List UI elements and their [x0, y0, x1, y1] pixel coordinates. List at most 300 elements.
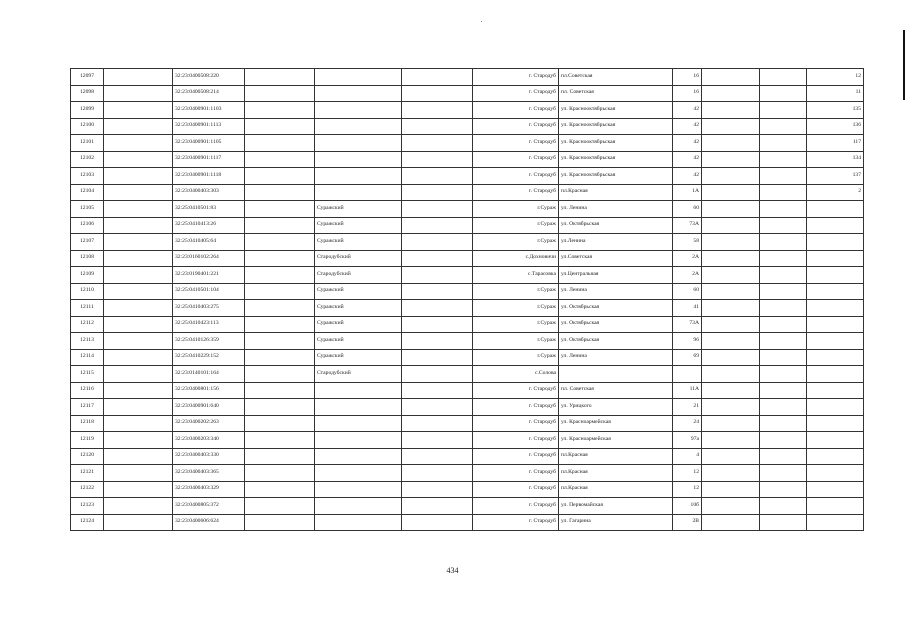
blank-cell-cell	[402, 69, 473, 86]
street-cell: пл. Советская	[559, 85, 673, 102]
blank-cell-cell	[402, 135, 473, 152]
blank-cell-cell	[104, 481, 173, 498]
cadastral-number-cell: 32:23:0190401:221	[173, 267, 245, 284]
blank-cell-cell	[104, 184, 173, 201]
district-cell	[315, 399, 402, 416]
house-number-cell	[673, 366, 702, 383]
table-row	[71, 234, 864, 251]
blank-cell-cell	[760, 250, 807, 267]
blank-cell-cell	[760, 283, 807, 300]
table-row	[71, 399, 864, 416]
record-number-cell: 12116	[71, 382, 104, 399]
blank-cell-cell	[104, 382, 173, 399]
house-number-cell: 24	[673, 415, 702, 432]
blank-cell-cell	[760, 118, 807, 135]
table-row	[71, 382, 864, 399]
house-number-cell: 1А	[673, 184, 702, 201]
street-cell: ул. Первомайская	[559, 498, 673, 515]
blank-cell-cell	[245, 448, 315, 465]
apartment-number-cell: 12	[807, 69, 864, 86]
street-cell: пл.Советская	[559, 69, 673, 86]
apartment-number-cell	[807, 201, 864, 218]
record-number-cell: 12101	[71, 135, 104, 152]
record-number-cell: 12100	[71, 118, 104, 135]
blank-cell-cell	[245, 184, 315, 201]
table-row	[71, 69, 864, 86]
district-cell: Суражский	[315, 333, 402, 350]
blank-cell-cell	[245, 399, 315, 416]
house-number-cell: 73А	[673, 217, 702, 234]
street-cell: ул. Краснооктябрьская	[559, 118, 673, 135]
record-number-cell: 12103	[71, 168, 104, 185]
cadastral-number-cell: 32:25:0410501:83	[173, 201, 245, 218]
blank-cell-cell	[702, 333, 760, 350]
settlement-cell: г. Стародуб	[473, 184, 559, 201]
blank-cell-cell	[760, 201, 807, 218]
district-cell: Суражский	[315, 316, 402, 333]
cadastral-number-cell: 32:23:0400403:329	[173, 481, 245, 498]
street-cell: ул. Краснооктябрьская	[559, 102, 673, 119]
record-number-cell: 12118	[71, 415, 104, 432]
street-cell: ул. Красноармейская	[559, 415, 673, 432]
apartment-number-cell	[807, 514, 864, 531]
house-number-cell: 10б	[673, 498, 702, 515]
blank-cell-cell	[760, 234, 807, 251]
blank-cell-cell	[402, 498, 473, 515]
blank-cell-cell	[760, 366, 807, 383]
record-number-cell: 12119	[71, 432, 104, 449]
blank-cell-cell	[760, 151, 807, 168]
blank-cell-cell	[245, 382, 315, 399]
apartment-number-cell	[807, 349, 864, 366]
blank-cell-cell	[760, 382, 807, 399]
cadastral-number-cell: 32:25:0410229:152	[173, 349, 245, 366]
house-number-cell: 16	[673, 69, 702, 86]
record-number-cell: 12105	[71, 201, 104, 218]
table-row	[71, 85, 864, 102]
cadastral-number-cell: 32:25:0410126:359	[173, 333, 245, 350]
blank-cell-cell	[760, 432, 807, 449]
record-number-cell: 12117	[71, 399, 104, 416]
table-row	[71, 415, 864, 432]
blank-cell-cell	[104, 283, 173, 300]
table-row	[71, 283, 864, 300]
blank-cell-cell	[760, 267, 807, 284]
blank-cell-cell	[702, 283, 760, 300]
record-number-cell: 12108	[71, 250, 104, 267]
blank-cell-cell	[760, 135, 807, 152]
blank-cell-cell	[104, 399, 173, 416]
settlement-cell: г.Сураж	[473, 234, 559, 251]
cadastral-number-cell: 32:23:0400403:330	[173, 448, 245, 465]
cadastral-number-cell: 32:23:0400801:156	[173, 382, 245, 399]
street-cell: пл. Советская	[559, 382, 673, 399]
apartment-number-cell	[807, 250, 864, 267]
settlement-cell: с.Тарасовка	[473, 267, 559, 284]
blank-cell-cell	[702, 118, 760, 135]
blank-cell-cell	[760, 300, 807, 317]
record-number-cell: 12122	[71, 481, 104, 498]
district-cell: Суражский	[315, 217, 402, 234]
settlement-cell: г.Сураж	[473, 201, 559, 218]
blank-cell-cell	[702, 135, 760, 152]
cadastral-number-cell: 32:23:0400901:1113	[173, 118, 245, 135]
blank-cell-cell	[760, 465, 807, 482]
blank-cell-cell	[402, 465, 473, 482]
blank-cell-cell	[760, 333, 807, 350]
apartment-number-cell	[807, 415, 864, 432]
blank-cell-cell	[402, 234, 473, 251]
cadastral-number-cell: 32:25:0410501:104	[173, 283, 245, 300]
settlement-cell: г. Стародуб	[473, 85, 559, 102]
blank-cell-cell	[104, 118, 173, 135]
apartment-number-cell	[807, 465, 864, 482]
cadastral-number-cell: 32:23:0400202:263	[173, 415, 245, 432]
blank-cell-cell	[702, 201, 760, 218]
blank-cell-cell	[402, 366, 473, 383]
house-number-cell: 96	[673, 333, 702, 350]
house-number-cell: 42	[673, 168, 702, 185]
settlement-cell: г. Стародуб	[473, 135, 559, 152]
apartment-number-cell	[807, 283, 864, 300]
house-number-cell: 69	[673, 349, 702, 366]
blank-cell-cell	[245, 498, 315, 515]
table-row	[71, 250, 864, 267]
street-cell: ул. Гагарина	[559, 514, 673, 531]
blank-cell-cell	[702, 250, 760, 267]
street-cell: ул. Ленина	[559, 349, 673, 366]
street-cell: ул.Ленина	[559, 234, 673, 251]
blank-cell-cell	[760, 498, 807, 515]
table-row	[71, 333, 864, 350]
blank-cell-cell	[104, 465, 173, 482]
blank-cell-cell	[245, 415, 315, 432]
blank-cell-cell	[702, 184, 760, 201]
table-row	[71, 118, 864, 135]
house-number-cell: 2А	[673, 267, 702, 284]
district-cell: Стародубский	[315, 267, 402, 284]
house-number-cell: 42	[673, 102, 702, 119]
house-number-cell: 42	[673, 135, 702, 152]
blank-cell-cell	[104, 498, 173, 515]
blank-cell-cell	[245, 349, 315, 366]
settlement-cell: г.Сураж	[473, 283, 559, 300]
blank-cell-cell	[402, 333, 473, 350]
registry-table-body	[71, 69, 864, 531]
blank-cell-cell	[245, 217, 315, 234]
record-number-cell: 12120	[71, 448, 104, 465]
blank-cell-cell	[104, 85, 173, 102]
blank-cell-cell	[402, 168, 473, 185]
settlement-cell: г. Стародуб	[473, 514, 559, 531]
district-cell	[315, 118, 402, 135]
street-cell	[559, 366, 673, 383]
blank-cell-cell	[104, 366, 173, 383]
blank-cell-cell	[760, 514, 807, 531]
blank-cell-cell	[402, 349, 473, 366]
house-number-cell: 58	[673, 234, 702, 251]
apartment-number-cell: 136	[807, 118, 864, 135]
cadastral-number-cell: 32:25:0410413:26	[173, 217, 245, 234]
settlement-cell: г.Сураж	[473, 349, 559, 366]
blank-cell-cell	[104, 316, 173, 333]
record-number-cell: 12124	[71, 514, 104, 531]
house-number-cell: 12	[673, 481, 702, 498]
street-cell: ул. Ленина	[559, 201, 673, 218]
registry-table	[70, 68, 864, 531]
blank-cell-cell	[760, 102, 807, 119]
blank-cell-cell	[245, 250, 315, 267]
blank-cell-cell	[104, 300, 173, 317]
street-cell: пл.Красная	[559, 448, 673, 465]
blank-cell-cell	[702, 316, 760, 333]
record-number-cell: 12123	[71, 498, 104, 515]
blank-cell-cell	[702, 151, 760, 168]
blank-cell-cell	[402, 283, 473, 300]
table-row	[71, 448, 864, 465]
blank-cell-cell	[402, 184, 473, 201]
blank-cell-cell	[245, 432, 315, 449]
settlement-cell: г. Стародуб	[473, 382, 559, 399]
table-row	[71, 184, 864, 201]
blank-cell-cell	[104, 102, 173, 119]
district-cell	[315, 514, 402, 531]
blank-cell-cell	[104, 448, 173, 465]
apartment-number-cell: 117	[807, 135, 864, 152]
blank-cell-cell	[104, 514, 173, 531]
blank-cell-cell	[104, 168, 173, 185]
blank-cell-cell	[245, 481, 315, 498]
blank-cell-cell	[760, 349, 807, 366]
apartment-number-cell	[807, 217, 864, 234]
blank-cell-cell	[245, 234, 315, 251]
blank-cell-cell	[402, 151, 473, 168]
settlement-cell: г.Сураж	[473, 316, 559, 333]
street-cell: ул. Октябрьская	[559, 316, 673, 333]
district-cell	[315, 102, 402, 119]
table-row	[71, 316, 864, 333]
table-row	[71, 201, 864, 218]
blank-cell-cell	[760, 415, 807, 432]
cadastral-number-cell: 32:23:0400508:220	[173, 69, 245, 86]
record-number-cell: 12110	[71, 283, 104, 300]
district-cell	[315, 168, 402, 185]
blank-cell-cell	[245, 135, 315, 152]
record-number-cell: 12102	[71, 151, 104, 168]
table-row	[71, 481, 864, 498]
settlement-cell: г. Стародуб	[473, 481, 559, 498]
blank-cell-cell	[245, 168, 315, 185]
house-number-cell: 16	[673, 85, 702, 102]
apartment-number-cell	[807, 481, 864, 498]
district-cell	[315, 151, 402, 168]
cadastral-number-cell: 32:23:0400901:1105	[173, 135, 245, 152]
blank-cell-cell	[702, 168, 760, 185]
district-cell	[315, 135, 402, 152]
blank-cell-cell	[245, 366, 315, 383]
table-row	[71, 300, 864, 317]
blank-cell-cell	[702, 415, 760, 432]
cadastral-number-cell: 32:23:0400901:1118	[173, 168, 245, 185]
apartment-number-cell: 134	[807, 151, 864, 168]
blank-cell-cell	[402, 102, 473, 119]
house-number-cell: 73А	[673, 316, 702, 333]
blank-cell-cell	[702, 217, 760, 234]
blank-cell-cell	[402, 316, 473, 333]
apartment-number-cell	[807, 498, 864, 515]
blank-cell-cell	[402, 448, 473, 465]
street-cell: пл.Красная	[559, 465, 673, 482]
district-cell	[315, 85, 402, 102]
table-row	[71, 267, 864, 284]
record-number-cell: 12114	[71, 349, 104, 366]
district-cell	[315, 498, 402, 515]
cadastral-number-cell: 32:23:0140101:164	[173, 366, 245, 383]
blank-cell-cell	[104, 69, 173, 86]
blank-cell-cell	[104, 151, 173, 168]
apartment-number-cell: 11	[807, 85, 864, 102]
blank-cell-cell	[402, 217, 473, 234]
settlement-cell: г. Стародуб	[473, 432, 559, 449]
apartment-number-cell	[807, 432, 864, 449]
house-number-cell: 41	[673, 300, 702, 317]
table-row	[71, 349, 864, 366]
apartment-number-cell	[807, 316, 864, 333]
blank-cell-cell	[702, 514, 760, 531]
cadastral-number-cell: 32:23:0400403:303	[173, 184, 245, 201]
settlement-cell: г. Стародуб	[473, 399, 559, 416]
table-row	[71, 366, 864, 383]
settlement-cell: г. Стародуб	[473, 415, 559, 432]
page-number: 434	[446, 566, 459, 575]
blank-cell-cell	[245, 267, 315, 284]
blank-cell-cell	[104, 250, 173, 267]
blank-cell-cell	[402, 118, 473, 135]
table-row	[71, 514, 864, 531]
record-number-cell: 12097	[71, 69, 104, 86]
house-number-cell: 42	[673, 151, 702, 168]
apartment-number-cell	[807, 234, 864, 251]
table-row	[71, 432, 864, 449]
cadastral-number-cell: 32:23:0400901:1117	[173, 151, 245, 168]
blank-cell-cell	[402, 250, 473, 267]
apartment-number-cell	[807, 300, 864, 317]
district-cell	[315, 69, 402, 86]
apartment-number-cell	[807, 382, 864, 399]
scan-speck	[481, 21, 482, 22]
blank-cell-cell	[702, 234, 760, 251]
record-number-cell: 12109	[71, 267, 104, 284]
record-number-cell: 12113	[71, 333, 104, 350]
house-number-cell: 11А	[673, 382, 702, 399]
district-cell	[315, 481, 402, 498]
apartment-number-cell	[807, 399, 864, 416]
street-cell: пл.Красная	[559, 481, 673, 498]
house-number-cell: 4	[673, 448, 702, 465]
blank-cell-cell	[702, 481, 760, 498]
blank-cell-cell	[702, 267, 760, 284]
blank-cell-cell	[402, 201, 473, 218]
blank-cell-cell	[760, 448, 807, 465]
street-cell: ул. Ленина	[559, 283, 673, 300]
settlement-cell: с.Солова	[473, 366, 559, 383]
blank-cell-cell	[104, 333, 173, 350]
cadastral-number-cell: 32:23:0400901:640	[173, 399, 245, 416]
table-row	[71, 465, 864, 482]
blank-cell-cell	[702, 69, 760, 86]
blank-cell-cell	[702, 399, 760, 416]
blank-cell-cell	[702, 102, 760, 119]
table-row	[71, 168, 864, 185]
apartment-number-cell	[807, 333, 864, 350]
settlement-cell: г. Стародуб	[473, 448, 559, 465]
street-cell: ул. Краснооктябрьская	[559, 168, 673, 185]
blank-cell-cell	[245, 69, 315, 86]
blank-cell-cell	[104, 217, 173, 234]
blank-cell-cell	[760, 481, 807, 498]
blank-cell-cell	[104, 349, 173, 366]
blank-cell-cell	[104, 415, 173, 432]
house-number-cell: 12	[673, 465, 702, 482]
table-row	[71, 102, 864, 119]
blank-cell-cell	[402, 267, 473, 284]
cadastral-number-cell: 32:23:0400403:365	[173, 465, 245, 482]
blank-cell-cell	[702, 349, 760, 366]
street-cell: ул.Центральная	[559, 267, 673, 284]
district-cell: Стародубский	[315, 366, 402, 383]
record-number-cell: 12104	[71, 184, 104, 201]
street-cell: ул. Краснооктябрьская	[559, 135, 673, 152]
settlement-cell: г.Сураж	[473, 217, 559, 234]
blank-cell-cell	[402, 300, 473, 317]
record-number-cell: 12099	[71, 102, 104, 119]
cadastral-number-cell: 32:23:0400805:372	[173, 498, 245, 515]
blank-cell-cell	[402, 415, 473, 432]
cadastral-number-cell: 32:23:0400203:340	[173, 432, 245, 449]
district-cell	[315, 382, 402, 399]
blank-cell-cell	[760, 217, 807, 234]
blank-cell-cell	[760, 168, 807, 185]
blank-cell-cell	[104, 267, 173, 284]
record-number-cell: 12107	[71, 234, 104, 251]
table-row	[71, 217, 864, 234]
blank-cell-cell	[245, 316, 315, 333]
street-cell: ул. Октябрьская	[559, 333, 673, 350]
settlement-cell: г. Стародуб	[473, 498, 559, 515]
table-row	[71, 135, 864, 152]
district-cell: Суражский	[315, 234, 402, 251]
district-cell: Суражский	[315, 349, 402, 366]
house-number-cell: 2А	[673, 250, 702, 267]
blank-cell-cell	[702, 465, 760, 482]
settlement-cell: г.Сураж	[473, 300, 559, 317]
apartment-number-cell	[807, 448, 864, 465]
district-cell: Суражский	[315, 283, 402, 300]
cadastral-number-cell: 32:25:0410403:275	[173, 300, 245, 317]
blank-cell-cell	[245, 201, 315, 218]
blank-cell-cell	[760, 85, 807, 102]
blank-cell-cell	[402, 432, 473, 449]
district-cell	[315, 432, 402, 449]
cadastral-number-cell: 32:25:0410423:113	[173, 316, 245, 333]
blank-cell-cell	[760, 399, 807, 416]
street-cell: ул. Красноармейская	[559, 432, 673, 449]
settlement-cell: г. Стародуб	[473, 168, 559, 185]
settlement-cell: г.Сураж	[473, 333, 559, 350]
blank-cell-cell	[760, 316, 807, 333]
blank-cell-cell	[402, 481, 473, 498]
blank-cell-cell	[104, 234, 173, 251]
